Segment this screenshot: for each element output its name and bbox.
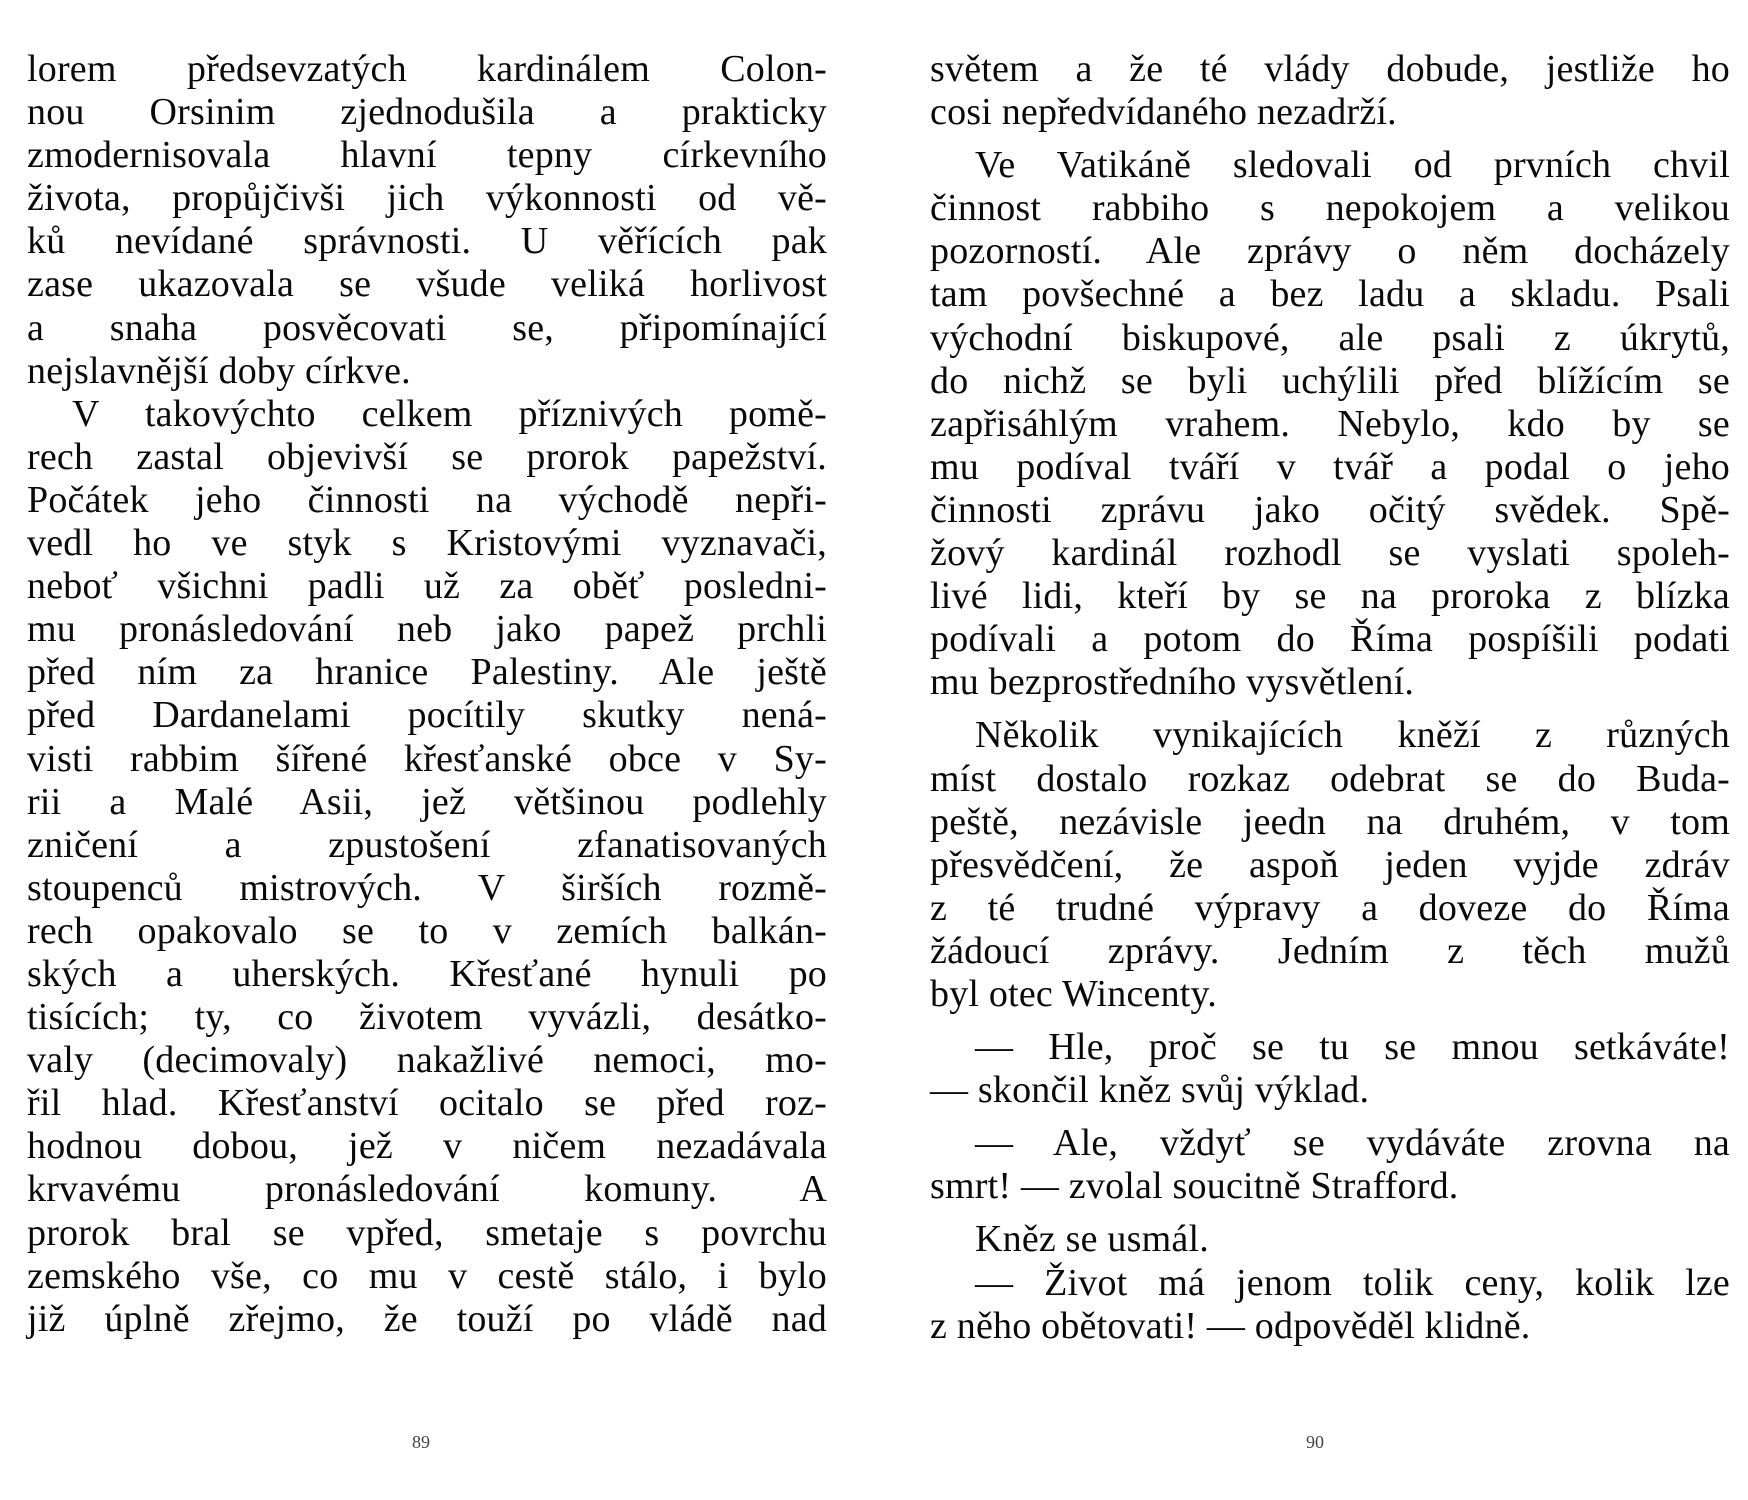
left-page xyxy=(27,48,827,1341)
text-line: livé lidi, kteří by se na proroka z blízka xyxy=(930,575,1730,618)
text-line: hodnou dobou, jež v ničem nezadávala xyxy=(27,1125,827,1168)
text-line: míst dostalo rozkaz odebrat se do Buda- xyxy=(930,757,1730,800)
paragraph-gap xyxy=(930,1112,1730,1122)
text-line: do nichž se byli uchýlili před blížícím se xyxy=(930,359,1730,402)
text-line: podívali a potom do Říma pospíšili podati xyxy=(930,618,1730,661)
paragraph-start-line: Kněz se usmál. xyxy=(975,1218,1209,1261)
text-line: zase ukazovala se všude veliká horlivost xyxy=(27,263,827,306)
page-number-left: 89 xyxy=(412,1432,430,1452)
text-line: z té trudné výpravy a doveze do Říma xyxy=(930,886,1730,929)
text-line: ků nevídané správnosti. U věřících pak xyxy=(27,220,827,263)
text-line: činnosti zprávu jako očitý svědek. Spě- xyxy=(930,488,1730,531)
paragraph-start-line: Ve Vatikáně sledovali od prvních chvil xyxy=(975,144,1730,187)
text-line: vedl ho ve styk s Kristovými vyznavači, xyxy=(27,522,827,565)
paragraph-gap xyxy=(930,1208,1730,1218)
text-line: prorok bral se vpřed, smetaje s povrchu xyxy=(27,1211,827,1254)
text-line: žový kardinál rozhodl se vyslati spoleh- xyxy=(930,532,1730,575)
paragraph-start-line: Několik vynikajících kněží z různých xyxy=(975,714,1730,757)
text-line: žádoucí zprávy. Jedním z těch mužů xyxy=(930,929,1730,972)
text-line: zapřisáhlým vrahem. Nebylo, kdo by se xyxy=(930,402,1730,445)
text-line: cosi nepředvídaného nezadrží. xyxy=(930,91,1397,134)
text-line: rech opakovalo se to v zemích balkán- xyxy=(27,909,827,952)
text-line: rii a Malé Asii, jež většinou podlehly xyxy=(27,780,827,823)
text-line: rech zastal objevivší se prorok papežství. xyxy=(27,435,827,478)
text-line: mu podíval tváří v tvář a podal o jeho xyxy=(930,445,1730,488)
paragraph-gap xyxy=(930,1016,1730,1026)
text-line: tam povšechné a bez ladu a skladu. Psali xyxy=(930,273,1730,316)
text-line: života, propůjčivši jich výkonnosti od vě- xyxy=(27,177,827,220)
text-line: zmodernisovala hlavní tepny církevního xyxy=(27,134,827,177)
dialogue-line: — Hle, proč se tu se mnou setkáváte! xyxy=(975,1026,1730,1069)
dialogue-line: — Život má jenom tolik ceny, kolik lze xyxy=(975,1261,1730,1304)
paragraph-gap xyxy=(930,134,1730,144)
text-line: mu pronásledování neb jako papež prchli xyxy=(27,608,827,651)
text-line: řil hlad. Křesťanství ocitalo se před roz- xyxy=(27,1082,827,1125)
text-line: tisících; ty, co životem vyvázli, desátko- xyxy=(27,996,827,1039)
text-line: nou Orsinim zjednodušila a prakticky xyxy=(27,91,827,134)
text-line: krvavému pronásledování komuny. A xyxy=(27,1168,827,1211)
text-line: již úplně zřejmo, že touží po vládě nad xyxy=(27,1297,827,1340)
text-line: a snaha posvěcovati se, připomínající xyxy=(27,306,827,349)
paragraph-start-line: V takovýchto celkem příznivých pomě- xyxy=(72,392,827,435)
text-line: přesvědčení, že aspoň jeden vyjde zdráv xyxy=(930,843,1730,886)
text-line: smrt! — zvolal soucitně Strafford. xyxy=(930,1165,1459,1208)
text-line: — skončil kněz svůj výklad. xyxy=(930,1069,1370,1112)
text-line: peště, nezávisle jeedn na druhém, v tom xyxy=(930,800,1730,843)
text-line: východní biskupové, ale psali z úkrytů, xyxy=(930,316,1730,359)
text-line: před Dardanelami pocítily skutky nená- xyxy=(27,694,827,737)
text-line: z něho obětovati! — odpověděl klidně. xyxy=(930,1304,1531,1347)
right-page xyxy=(930,48,1730,1348)
text-line: zničení a zpustošení zfanatisovaných xyxy=(27,823,827,866)
text-line: stoupenců mistrových. V širších rozmě- xyxy=(27,866,827,909)
paragraph-gap xyxy=(930,704,1730,714)
text-line: ských a uherských. Křesťané hynuli po xyxy=(27,952,827,995)
page-number-right: 90 xyxy=(1306,1432,1324,1452)
text-line: činnost rabbiho s nepokojem a velikou xyxy=(930,187,1730,230)
text-line: Počátek jeho činnosti na východě nepři- xyxy=(27,478,827,521)
text-line: světem a že té vlády dobude, jestliže ho xyxy=(930,48,1730,90)
text-line: pozorností. Ale zprávy o něm docházely xyxy=(930,230,1730,273)
text-line: zemského vše, co mu v cestě stálo, i bylo xyxy=(27,1254,827,1297)
text-line: neboť všichni padli už za oběť posledni- xyxy=(27,565,827,608)
text-line: valy (decimovaly) nakažlivé nemoci, mo- xyxy=(27,1039,827,1082)
text-line: visti rabbim šířené křesťanské obce v Sy- xyxy=(27,737,827,780)
text-line: před ním za hranice Palestiny. Ale ještě xyxy=(27,651,827,694)
text-line: byl otec Wincenty. xyxy=(930,972,1217,1015)
dialogue-line: — Ale, vždyť se vydáváte zrovna na xyxy=(975,1122,1730,1165)
text-line: mu bezprostředního vysvětlení. xyxy=(930,661,1415,704)
text-line: lorem předsevzatých kardinálem Colon- xyxy=(27,48,827,90)
text-line: nejslavnější doby církve. xyxy=(27,349,411,392)
